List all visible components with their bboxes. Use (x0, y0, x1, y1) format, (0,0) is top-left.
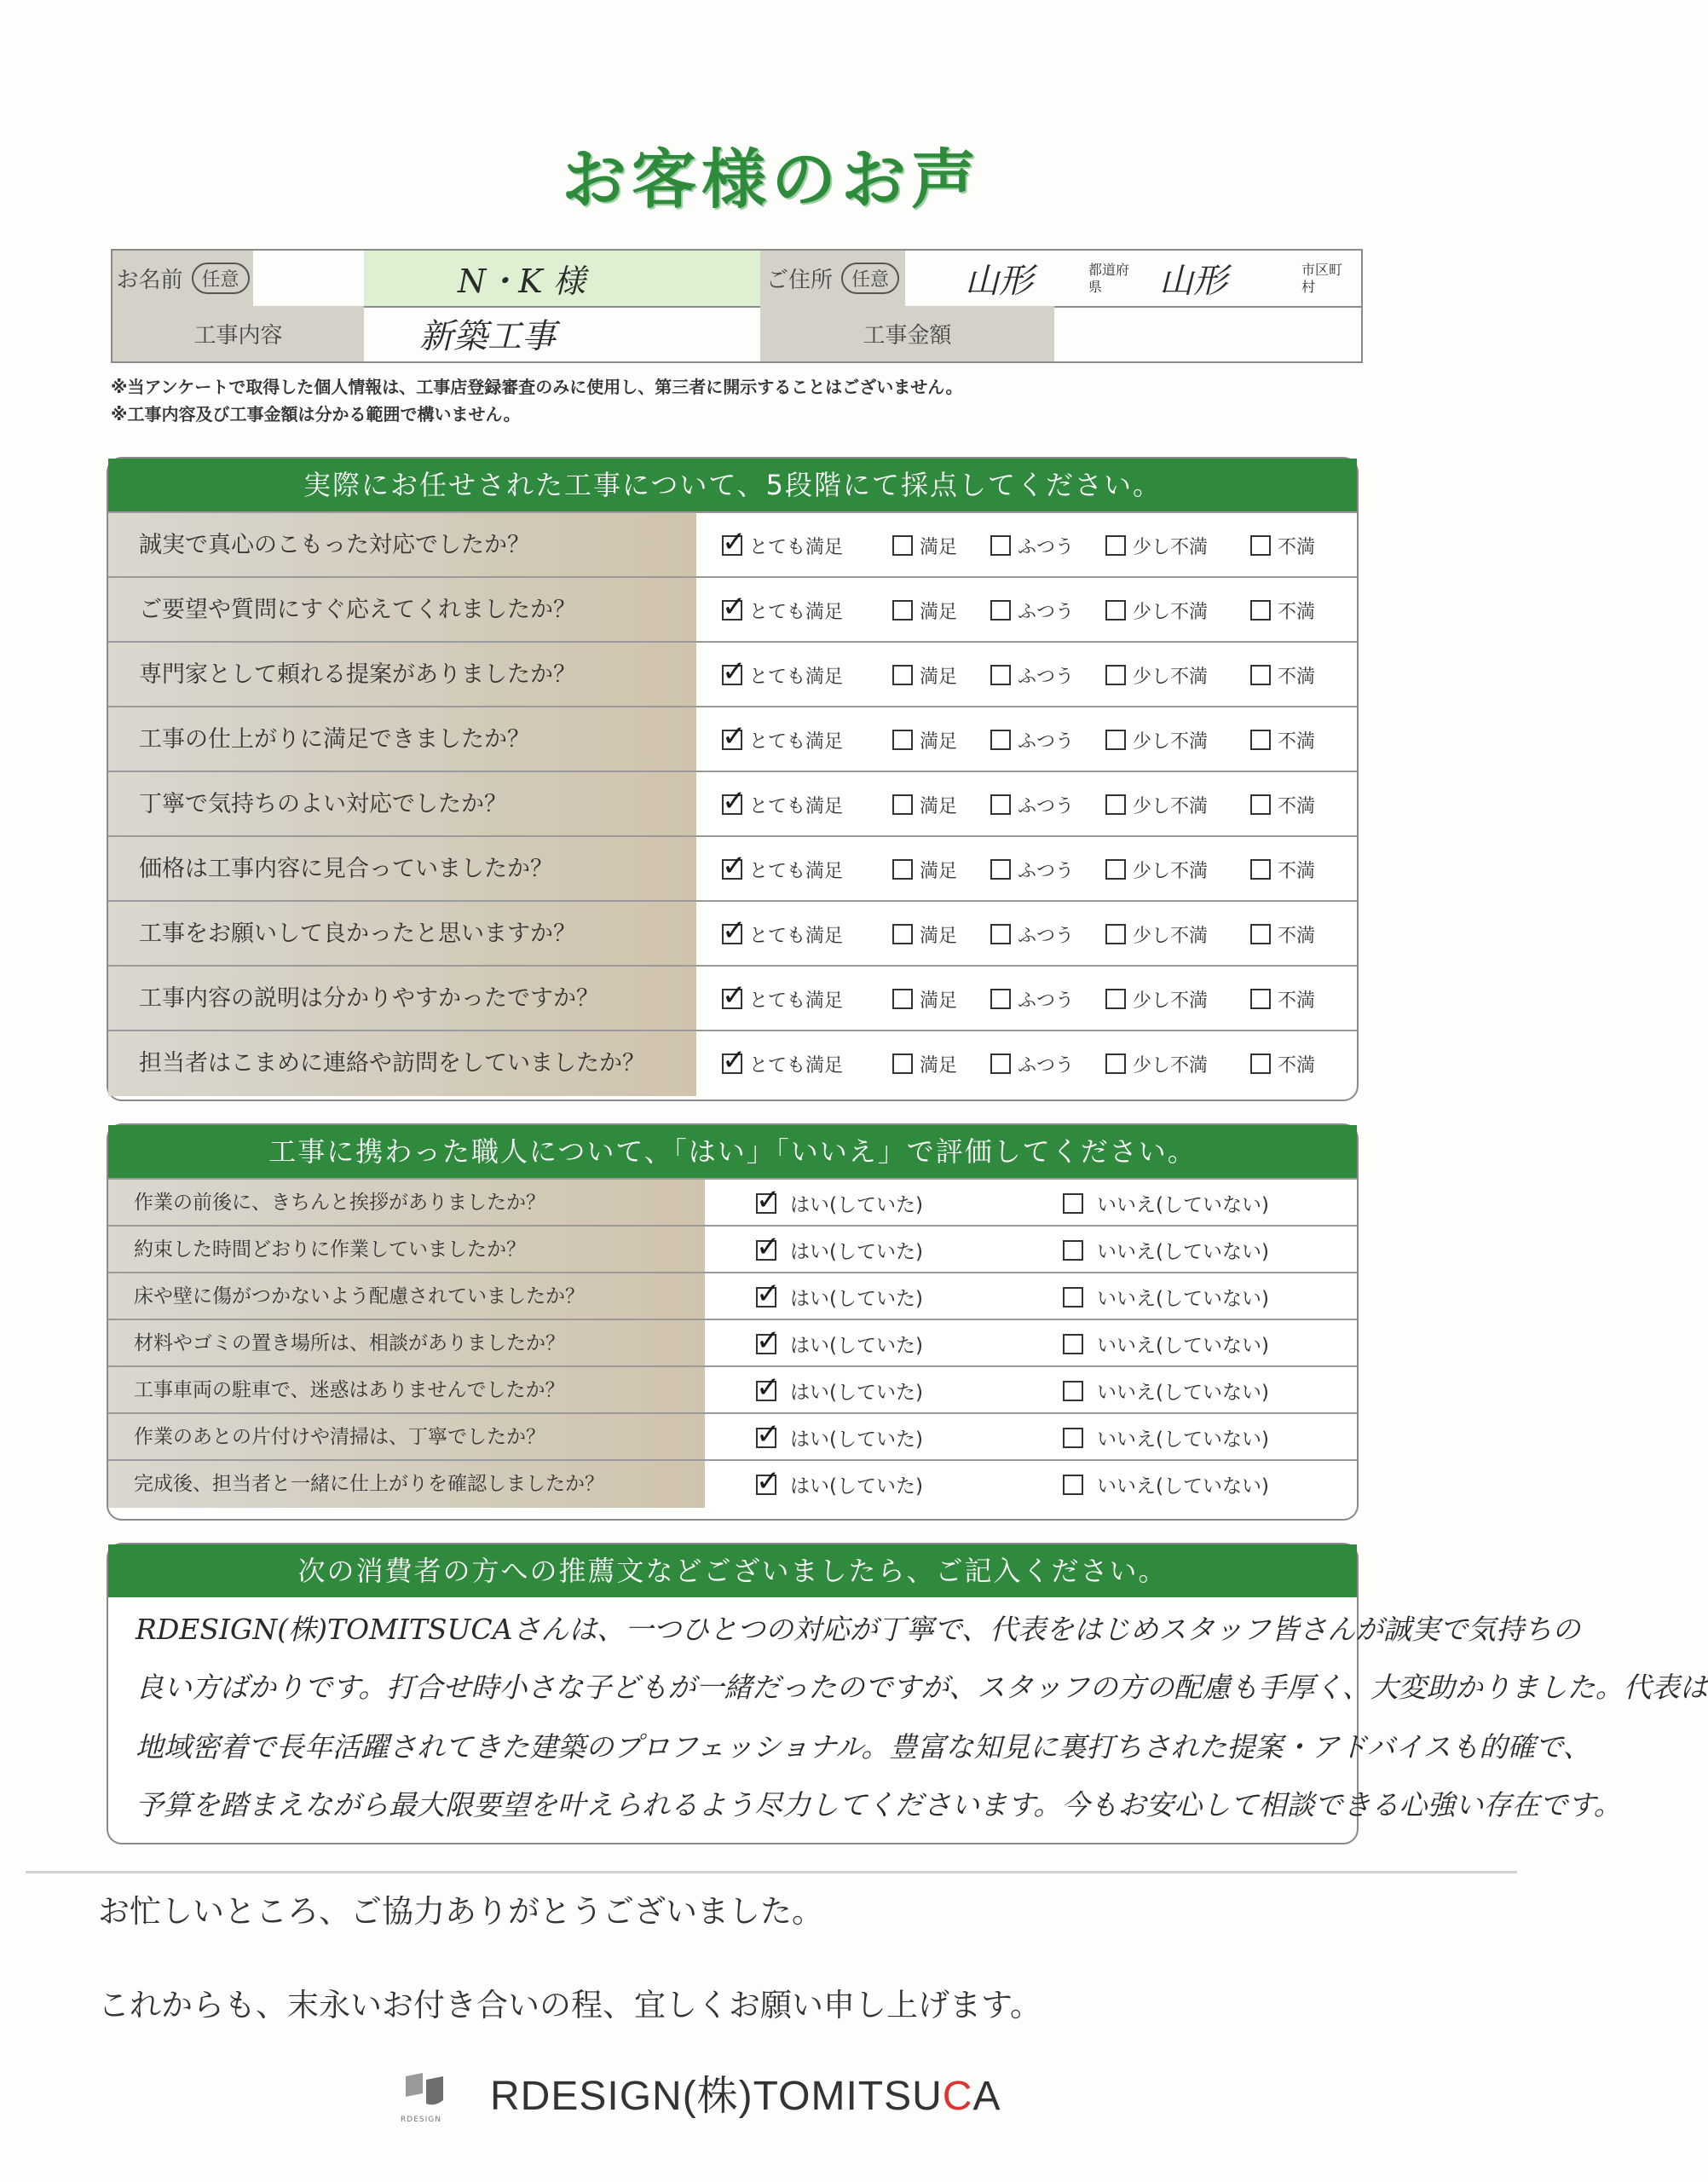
rating-checkbox[interactable] (990, 730, 1011, 750)
craftsmen-checkbox[interactable] (756, 1193, 776, 1214)
craftsmen-checkbox[interactable] (1063, 1240, 1083, 1261)
craftsmen-option-label: いいえ(していない) (1097, 1194, 1269, 1216)
rating-option-label: 少し不満 (1133, 666, 1209, 688)
rating-option-label: 不満 (1278, 1054, 1316, 1077)
divider (26, 1871, 1517, 1873)
craftsmen-option-label: いいえ(していない) (1097, 1429, 1269, 1451)
craftsmen-checkbox[interactable] (1063, 1381, 1083, 1401)
craftsmen-header: 工事に携わった職人について、「はい」「いいえ」で評価してください。 (108, 1125, 1357, 1178)
work-label: 工事内容 (193, 323, 283, 349)
craftsmen-option-label: いいえ(していない) (1097, 1288, 1269, 1310)
rating-option-label: 不満 (1278, 730, 1316, 753)
rating-checkbox[interactable] (1250, 794, 1271, 815)
work-label-cell (113, 306, 364, 361)
rating-checkbox[interactable] (990, 600, 1011, 621)
craftsmen-checkbox[interactable] (1063, 1475, 1083, 1495)
rating-option-label: 満足 (920, 925, 958, 947)
rating-checkbox[interactable] (1105, 989, 1126, 1009)
page-title: お客様のお声 (562, 141, 981, 217)
address-optional-tag: 任意 (841, 263, 899, 294)
rating-option-label: 不満 (1278, 860, 1316, 882)
rating-checkbox[interactable] (722, 665, 742, 685)
rating-option-label: とても満足 (749, 795, 844, 817)
rating-option-label: 不満 (1278, 990, 1316, 1012)
rating-checkbox[interactable] (892, 600, 913, 621)
rating-question-text: 担当者はこまめに連絡や訪問をしていましたか？ (108, 1031, 696, 1096)
rating-option-label: とても満足 (749, 666, 844, 688)
company-name-accent: C (942, 2074, 973, 2119)
city-field[interactable]: 山形 (1159, 262, 1227, 301)
rating-option[interactable] (1105, 707, 1208, 772)
privacy-note: ※当アンケートで取得した個人情報は、工事店登録審査のみに使用し、第三者に開示することはございません。 (111, 377, 963, 397)
craftsmen-question-text: 工事車両の駐車で、迷惑はありませんでしたか？ (108, 1367, 705, 1414)
craftsmen-option-yes[interactable] (756, 1227, 923, 1273)
rating-checkbox[interactable] (722, 989, 742, 1009)
rating-option-label: 満足 (920, 795, 958, 817)
rating-option[interactable] (1250, 1031, 1315, 1096)
city-suffix: 市区町村 (1301, 261, 1343, 295)
rating-option[interactable] (1250, 707, 1315, 772)
rating-option[interactable] (1250, 837, 1315, 902)
rating-option[interactable] (892, 772, 957, 837)
craftsmen-question-row (108, 1365, 1357, 1414)
address-label: ご住所 (765, 268, 833, 293)
craftsmen-question-row (108, 1225, 1357, 1273)
rating-checkbox[interactable] (990, 794, 1011, 815)
rating-option[interactable] (1250, 578, 1315, 643)
rating-option-label: ふつう (1018, 860, 1075, 882)
rating-question-row (108, 900, 1357, 967)
rating-option[interactable] (1250, 772, 1315, 837)
recommend-section (107, 1543, 1708, 1844)
craftsmen-question-text: 作業のあとの片付けや清掃は、丁寧でしたか？ (108, 1414, 705, 1461)
rating-option-label: とても満足 (749, 990, 844, 1012)
rating-checkbox[interactable] (892, 665, 913, 685)
rating-option[interactable] (990, 1031, 1074, 1096)
rating-option[interactable] (1105, 772, 1208, 837)
craftsmen-option-no[interactable] (1063, 1461, 1269, 1508)
name-field[interactable]: N・K 様 (364, 251, 837, 306)
rating-option-label: とても満足 (749, 730, 844, 753)
rating-checkbox[interactable] (892, 924, 913, 944)
craftsmen-checkbox[interactable] (1063, 1334, 1083, 1354)
rating-option-label: 不満 (1278, 795, 1316, 817)
rating-checkbox[interactable] (722, 924, 742, 944)
amount-field[interactable] (1067, 306, 1348, 361)
rating-checkbox[interactable] (1250, 600, 1271, 621)
rating-question-text: 工事内容の説明は分かりやすかったですか？ (108, 967, 696, 1031)
company-name-main: RDESIGN(株)TOMITSU (490, 2074, 943, 2119)
rating-checkbox[interactable] (892, 535, 913, 556)
rating-option[interactable] (892, 837, 957, 902)
craftsmen-question-text: 完成後、担当者と一緒に仕上がりを確認しましたか？ (108, 1461, 705, 1508)
rating-checkbox[interactable] (990, 535, 1011, 556)
craftsmen-option-label: はい(していた) (790, 1335, 923, 1357)
rating-header: 実際にお任せされた工事について、5段階にて採点してください。 (108, 459, 1357, 511)
rating-checkbox[interactable] (1250, 1053, 1271, 1074)
craftsmen-question-row (108, 1412, 1357, 1461)
rating-question-row (108, 1030, 1357, 1096)
rating-checkbox[interactable] (990, 859, 1011, 880)
rating-option[interactable] (722, 837, 843, 902)
name-label-cell (113, 251, 253, 306)
rating-checkbox[interactable] (722, 859, 742, 880)
rating-option-label: ふつう (1018, 795, 1075, 817)
rating-question-row (108, 576, 1357, 643)
craftsmen-checkbox[interactable] (756, 1334, 776, 1354)
craftsmen-checkbox[interactable] (756, 1381, 776, 1401)
rating-question-text: ご要望や質問にすぐ応えてくれましたか？ (108, 578, 696, 643)
rating-checkbox[interactable] (1105, 730, 1126, 750)
craftsmen-checkbox[interactable] (756, 1428, 776, 1448)
rating-question-text: 工事の仕上がりに満足できましたか？ (108, 707, 696, 772)
rating-checkbox[interactable] (1105, 665, 1126, 685)
rating-checkbox[interactable] (1105, 794, 1126, 815)
rating-option[interactable] (1250, 967, 1315, 1031)
rating-option[interactable] (722, 513, 843, 578)
rating-question-row (108, 965, 1357, 1031)
rating-checkbox[interactable] (722, 535, 742, 556)
rating-option-label: 不満 (1278, 536, 1316, 558)
recommend-line: RDESIGN(株)TOMITSUCAさんは、一つひとつの対応が丁寧で、代表をはじめスタッフ皆さんが誠実で気持ちの (136, 1613, 1581, 1646)
rating-option[interactable] (722, 772, 843, 837)
rating-option[interactable] (1105, 643, 1208, 707)
craftsmen-option-yes[interactable] (756, 1367, 923, 1414)
rating-option-label: 満足 (920, 990, 958, 1012)
craftsmen-option-label: いいえ(していない) (1097, 1382, 1269, 1404)
amount-label: 工事金額 (863, 323, 952, 349)
rating-question-text: 専門家として頼れる提案がありましたか？ (108, 643, 696, 707)
craftsmen-option-no[interactable] (1063, 1367, 1269, 1414)
craftsmen-option-no[interactable] (1063, 1414, 1269, 1461)
rating-option[interactable] (722, 643, 843, 707)
craftsmen-question-text: 作業の前後に、きちんと挨拶がありましたか？ (108, 1180, 705, 1227)
rating-question-row (108, 771, 1357, 837)
logo-caption: RDESIGN (401, 2116, 441, 2124)
rating-checkbox[interactable] (990, 989, 1011, 1009)
address-label-cell (760, 251, 905, 306)
recommend-line: 良い方ばかりです。打合せ時小さな子どもが一緒だったのですが、スタッフの方の配慮も手厚く、大変助かりました。代表は (136, 1671, 1708, 1704)
rating-option-label: とても満足 (749, 860, 844, 882)
rating-option-label: 不満 (1278, 666, 1316, 688)
rating-option[interactable] (990, 643, 1074, 707)
rating-option[interactable] (892, 513, 957, 578)
rating-option[interactable] (1250, 902, 1315, 967)
craftsmen-option-label: いいえ(していない) (1097, 1475, 1269, 1498)
rating-question-row (108, 835, 1357, 902)
rating-option-label: とても満足 (749, 1054, 844, 1077)
rating-option-label: ふつう (1018, 536, 1075, 558)
craftsmen-checkbox[interactable] (756, 1287, 776, 1307)
craftsmen-option-yes[interactable] (756, 1461, 923, 1508)
craftsmen-checkbox[interactable] (1063, 1287, 1083, 1307)
rating-option[interactable] (990, 967, 1074, 1031)
rating-option-label: 少し不満 (1133, 860, 1209, 882)
rating-option-label: 少し不満 (1133, 601, 1209, 623)
name-label: お名前 (116, 268, 183, 293)
rating-option[interactable] (892, 967, 957, 1031)
rating-option-label: ふつう (1018, 666, 1075, 688)
rating-option[interactable] (1105, 1031, 1208, 1096)
privacy-notes (111, 373, 962, 428)
rating-checkbox[interactable] (1250, 730, 1271, 750)
rating-checkbox[interactable] (892, 859, 913, 880)
craftsmen-option-yes[interactable] (756, 1320, 923, 1367)
rating-question-text: 工事をお願いして良かったと思いますか？ (108, 902, 696, 967)
name-optional-tag: 任意 (192, 263, 250, 294)
rating-question-text: 価格は工事内容に見合っていましたか？ (108, 837, 696, 902)
rating-question-row (108, 511, 1357, 578)
rating-checkbox[interactable] (892, 1053, 913, 1074)
recommend-line: 地域密着で長年活躍されてきた建築のプロフェッショナル。豊富な知見に裏打ちされた提案・アドバイスも的確で、 (136, 1730, 1591, 1763)
rating-option-label: 満足 (920, 1054, 958, 1077)
amount-label-cell (760, 306, 1054, 361)
craftsmen-option-no[interactable] (1063, 1180, 1269, 1227)
company-name (490, 2063, 1001, 2121)
craftsmen-question-row (108, 1319, 1357, 1367)
rating-option[interactable] (722, 1031, 843, 1096)
rating-option-label: とても満足 (749, 925, 844, 947)
craftsmen-section (107, 1123, 1359, 1521)
craftsmen-option-no[interactable] (1063, 1273, 1269, 1320)
rating-option-label: 少し不満 (1133, 925, 1209, 947)
rating-checkbox[interactable] (1105, 1053, 1126, 1074)
rating-option-label: 満足 (920, 730, 958, 753)
recommend-textarea[interactable] (108, 1597, 1708, 1839)
rating-option-label: 不満 (1278, 925, 1316, 947)
thanks-message: お忙しいところ、ご協力ありがとうございました。 (98, 1893, 823, 1930)
rating-option-label: 少し不満 (1133, 536, 1209, 558)
rating-option-label: 満足 (920, 601, 958, 623)
rating-option[interactable] (990, 707, 1074, 772)
company-name-end: A (972, 2074, 1001, 2119)
rating-option[interactable] (990, 902, 1074, 967)
rating-checkbox[interactable] (722, 1053, 742, 1074)
rating-option[interactable] (722, 578, 843, 643)
rating-option[interactable] (892, 902, 957, 967)
rating-option-label: ふつう (1018, 925, 1075, 947)
craftsmen-option-label: いいえ(していない) (1097, 1335, 1269, 1357)
rating-option-label: 不満 (1278, 601, 1316, 623)
rating-checkbox[interactable] (892, 794, 913, 815)
rating-option[interactable] (892, 643, 957, 707)
rating-checkbox[interactable] (990, 1053, 1011, 1074)
rating-checkbox[interactable] (990, 924, 1011, 944)
rating-option-label: とても満足 (749, 536, 844, 558)
craftsmen-question-row (108, 1459, 1357, 1508)
craftsmen-option-yes[interactable] (756, 1273, 923, 1320)
craftsmen-option-label: はい(していた) (790, 1288, 923, 1310)
rating-checkbox[interactable] (722, 794, 742, 815)
rating-option[interactable] (892, 707, 957, 772)
prefecture-field[interactable]: 山形 (965, 262, 1033, 301)
rating-option[interactable] (1105, 902, 1208, 967)
craftsmen-option-no[interactable] (1063, 1227, 1269, 1273)
rating-option[interactable] (990, 772, 1074, 837)
craftsmen-option-label: はい(していた) (790, 1382, 923, 1404)
rating-checkbox[interactable] (1105, 859, 1126, 880)
work-field[interactable]: 新築工事 (419, 317, 556, 356)
recommend-line: 予算を踏まえながら最大限要望を叶えられるよう尽力してくださいます。今もお安心して相談できる心強い存在です。 (136, 1788, 1622, 1821)
rating-checkbox[interactable] (1250, 859, 1271, 880)
craftsmen-question-text: 材料やゴミの置き場所は、相談がありましたか？ (108, 1320, 705, 1367)
rating-checkbox[interactable] (892, 989, 913, 1009)
craftsmen-option-yes[interactable] (756, 1414, 923, 1461)
rating-option[interactable] (1250, 513, 1315, 578)
craftsmen-checkbox[interactable] (1063, 1428, 1083, 1448)
rating-checkbox[interactable] (722, 730, 742, 750)
rating-option[interactable] (722, 707, 843, 772)
craftsmen-option-no[interactable] (1063, 1320, 1269, 1367)
craftsmen-question-text: 床や壁に傷がつかないよう配慮されていましたか？ (108, 1273, 705, 1320)
rating-checkbox[interactable] (1250, 535, 1271, 556)
craftsmen-option-yes[interactable] (756, 1180, 923, 1227)
craftsmen-checkbox[interactable] (1063, 1193, 1083, 1214)
rating-option-label: とても満足 (749, 601, 844, 623)
rating-question-text: 誠実で真心のこもった対応でしたか？ (108, 513, 696, 578)
craftsmen-option-label: いいえ(していない) (1097, 1241, 1269, 1263)
rating-option[interactable] (722, 967, 843, 1031)
rating-option[interactable] (892, 578, 957, 643)
customer-info-table (111, 249, 1363, 363)
craftsmen-option-label: はい(していた) (790, 1475, 923, 1498)
rating-option[interactable] (1250, 643, 1315, 707)
rating-option[interactable] (990, 513, 1074, 578)
rating-option[interactable] (892, 1031, 957, 1096)
rating-checkbox[interactable] (990, 665, 1011, 685)
rating-question-row (108, 641, 1357, 707)
prefecture-suffix: 都道府県 (1088, 261, 1130, 295)
rating-checkbox[interactable] (892, 730, 913, 750)
rating-option-label: 満足 (920, 536, 958, 558)
rating-checkbox[interactable] (1250, 665, 1271, 685)
closing-message: これからも、末永いお付き合いの程、宜しくお願い申し上げます。 (98, 1987, 1042, 2023)
rating-checkbox[interactable] (1250, 924, 1271, 944)
rating-option[interactable] (990, 578, 1074, 643)
craftsmen-option-label: はい(していた) (790, 1241, 923, 1263)
recommend-header: 次の消費者の方への推薦文などございましたら、ご記入ください。 (108, 1544, 1357, 1597)
rating-option[interactable] (1105, 513, 1208, 578)
craftsmen-checkbox[interactable] (756, 1475, 776, 1495)
rating-option[interactable] (1105, 578, 1208, 643)
rating-option[interactable] (722, 902, 843, 967)
rating-option-label: ふつう (1018, 990, 1075, 1012)
rating-option-label: ふつう (1018, 601, 1075, 623)
rating-section (107, 457, 1359, 1101)
craftsmen-checkbox[interactable] (756, 1240, 776, 1261)
craftsmen-question-text: 約束した時間どおりに作業していましたか？ (108, 1227, 705, 1273)
rating-checkbox[interactable] (1250, 989, 1271, 1009)
rating-option[interactable] (990, 837, 1074, 902)
rdesign-logo-icon (401, 2069, 448, 2110)
rating-question-text: 丁寧で気持ちのよい対応でしたか？ (108, 772, 696, 837)
craftsmen-question-row (108, 1178, 1357, 1227)
rating-option-label: 満足 (920, 860, 958, 882)
rating-question-row (108, 706, 1357, 772)
rating-checkbox[interactable] (1105, 600, 1126, 621)
craftsmen-option-label: はい(していた) (790, 1194, 923, 1216)
craftsmen-question-row (108, 1272, 1357, 1320)
rating-checkbox[interactable] (1105, 535, 1126, 556)
rating-option-label: 少し不満 (1133, 990, 1209, 1012)
craftsmen-option-label: はい(していた) (790, 1429, 923, 1451)
rating-option-label: 満足 (920, 666, 958, 688)
rating-option[interactable] (1105, 967, 1208, 1031)
rating-option-label: 少し不満 (1133, 1054, 1209, 1077)
rating-option-label: 少し不満 (1133, 795, 1209, 817)
rating-option[interactable] (1105, 837, 1208, 902)
amount-note: ※工事内容及び工事金額は分かる範囲で構いません。 (111, 404, 521, 424)
rating-option-label: 少し不満 (1133, 730, 1209, 753)
rating-option-label: ふつう (1018, 1054, 1075, 1077)
rating-checkbox[interactable] (722, 600, 742, 621)
rating-option-label: ふつう (1018, 730, 1075, 753)
rating-checkbox[interactable] (1105, 924, 1126, 944)
